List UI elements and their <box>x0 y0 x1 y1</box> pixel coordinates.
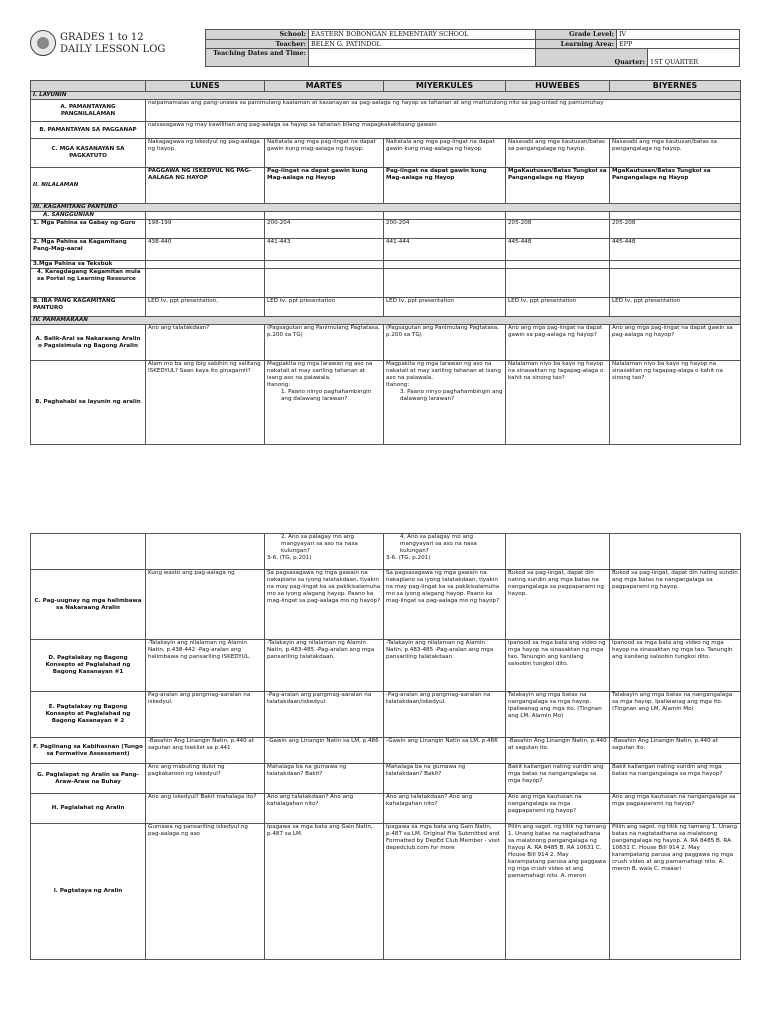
cell: Mahalaga ba na gumawa ng talatakdaan? Bakit? <box>265 764 384 794</box>
cell: 441-443 <box>265 239 384 261</box>
cell: -Basahin Ang Linangin Natin, p.440 at sagutan ito. <box>506 738 610 764</box>
cell: -Talakayin ang nilalaman ng Alamin Natin, p.483-485 -Pag-aralan ang mga pansariling talatakdaan. <box>384 640 506 692</box>
header-info-table <box>205 29 740 67</box>
cell: -Gawin ang Linangin Natin sa LM, p.486 <box>384 738 506 764</box>
cell: Pag-iingat na dapat gawin kung Mag-aalaga ng Hayop <box>265 168 384 204</box>
day-header: HUWEBES <box>506 81 610 92</box>
content-standard-text: naipamamalas ang pang-unawa sa panimulang kaalaman at kasanayan sa pag-aalaga ng hayop sa tahanan at ang maitutulong nito sa pag-unlad ng pamumuhay <box>146 100 741 122</box>
cell: Alam mo ba ang ibig sabihin ng salitang ISKEDYUL? Saan kaya ito ginagamit? <box>146 361 265 445</box>
cell: LED tv, ppt presentation <box>384 298 506 317</box>
day-header: LUNES <box>146 81 265 92</box>
cell: -Pag-aralan ang pangmag-aaralan na talatakdaan/iskedyul. <box>384 692 506 738</box>
cell: Sa pagsasagawa ng mga gawain na nakaplano sa iyong talatakdaan, tiyakin na may pag-iingat ka sa pakikisalamuha mo sa iyong alagang hayop. Paano ka mag-iingat sa pag-aalaga mo ng hayop? <box>384 570 506 640</box>
cell <box>384 361 506 445</box>
cell: LED tv, ppt presentation <box>610 298 741 317</box>
cell: 441-444 <box>384 239 506 261</box>
cell: LED tv, ppt presentation <box>506 298 610 317</box>
corner-cell <box>31 81 146 92</box>
row-label: E. Pagtalakay ng Bagong Konsepto at Paglalahad ng Bagong Kasanayan # 2 <box>31 692 146 738</box>
teacher-value: BELEN G. PATINDOL <box>309 39 536 49</box>
cell: Bukod sa pag-iingat, dapat din nating sundin ang mga batas na nangangalaga sa pagpaparami ng hayop. <box>610 570 741 640</box>
row-label: B. PAMANTAYAN SA PAGGANAP <box>31 122 146 139</box>
row-label: II. NILALAMAN <box>31 168 146 204</box>
cell: LED tv, ppt presentation, <box>146 298 265 317</box>
cell: Piliin ang sagot. ng titik ng tamang 1. Unang batas na nagtatadhana sa malatoong pangangalaga ng hayop. A. RA 8485 B. RA 10631 C. House Bill 914 2. May karampatang parusa ang paggawa ng mga crush video at ang pamamahagi nito. A. meron B. wala C. maaari <box>610 824 741 960</box>
learning-area-label: Learning Area: <box>536 39 617 49</box>
school-label: School: <box>206 30 309 40</box>
day-header-row <box>31 81 741 92</box>
cell: (Pagsagutan ang Panimulang Pagtatasa, p.200 sa TG) <box>384 325 506 361</box>
cell: Pag-iingat na dapat gawin kung Mag-aalaga ng Hayop <box>384 168 506 204</box>
row-label: C. MGA KASANAYAN SA PAGKATUTO <box>31 139 146 168</box>
cell: -Basahin Ang Linangin Natin, p.440 at sagutan ito. <box>610 738 741 764</box>
row-label: A. PAMANTAYANG PANGNILALAMAN <box>31 100 146 122</box>
title-line-1: GRADES 1 to 12 <box>60 32 144 43</box>
cell: Talakayin ang mga batas na nangangalaga sa mga hayop. Ipaliwanag ang mga ito. (Tingnan ang LM, Alamin Mo) <box>506 692 610 738</box>
cell-text: Itanong: <box>267 382 291 388</box>
quarter-label: Quarter: <box>536 49 648 67</box>
cell: Ano ang mga kautusan na nangangalaga sa mga pagpaparami ng hayop? <box>506 794 610 824</box>
row-label: 2. Mga Pahina sa Kagamitang Pang-Mag-aaral <box>31 239 146 261</box>
cell: 200-204 <box>265 220 384 239</box>
learning-area-value: EPP <box>617 39 740 49</box>
row-label: 4. Karagdagang Kagamitan mula sa Portal ng Learning Resource <box>31 269 146 298</box>
cell: Talakayin ang mga batas na nangangalaga sa mga hayop. Ipaliwanag ang mga ito. (Tingnan ang LM, Alamin Mo) <box>610 692 741 738</box>
cell: Nasasabi ang mga kautusan/batas sa pangangalaga ng hayop. <box>506 139 610 168</box>
cell: Ano ang mga pag-iingat na dapat gawin sa pag-aalaga ng hayop? <box>506 325 610 361</box>
cell: 445-448 <box>610 239 741 261</box>
cell: PAGGAWA NG ISKEDYUL NG PAG-AALAGA NG HAYOP <box>146 168 265 204</box>
cell: -Talakayin ang nilalaman ng Alamin Natin, p.438-442 -Pag-aralan ang halimbawa ng pansariling ISKEDYUL. <box>146 640 265 692</box>
section-kagamitan: III. KAGAMITANG PANTURO <box>31 204 741 212</box>
lesson-log-table-page-1 <box>30 80 741 445</box>
row-label: G. Paglalapat ng Aralin sa Pang-Araw-Araw na Buhay <box>31 764 146 794</box>
row-label: C. Pag-uugnay ng mga halimbawa sa Nakaraang Aralin <box>31 570 146 640</box>
cell: MgaKautusan/Batas Tungkol sa Pangangalaga ng Hayop <box>506 168 610 204</box>
day-header: MARTES <box>265 81 384 92</box>
row-label: D. Pagtalakay ng Bagong Konsepto at Paglalahad ng Bagong Kasanayan #1 <box>31 640 146 692</box>
cell-text: Magpakita ng mga larawan ng aso na nakatali at may sariling tahanan at isang aso na palawala. <box>267 361 373 381</box>
performance-standard-text: naisasagawa ng may kawilihan ang pag-aalaga sa hayop sa tahanan bilang mapagkakakitaang gawain <box>146 122 741 139</box>
section-pamamaraan: IV. PAMAMARAAN <box>31 317 741 325</box>
cell: Nalalaman niyo ba kayo ng hayop na sinasaktan ng tagapag-alaga o kahit na sinong tao? <box>610 361 741 445</box>
teaching-dates-value <box>309 49 536 67</box>
lesson-log-table-page-2 <box>30 533 741 960</box>
cell: Bakit kailangan nating sundin ang mga batas na nangangalaga sa mga hayop? <box>506 764 610 794</box>
cell: Gumawa ng pansariling iskedyul ng pag-aalaga ng aso <box>146 824 265 960</box>
day-header: BIYERNES <box>610 81 741 92</box>
cell: -Gawin ang Linangin Natin sa LM, p.486 <box>265 738 384 764</box>
cell: Ano ang mga kautusan na nangangalaga sa mga pagpaparami ng hayop? <box>610 794 741 824</box>
cell: 445-448 <box>506 239 610 261</box>
question-item: 3. Paano ninyo paghahambingin ang dalawang larawan? <box>400 389 503 402</box>
row-label: F. Paglinang sa Kabihasnan (Tungo sa Formative Assessment) <box>31 738 146 764</box>
document-title <box>60 32 165 56</box>
cell: Kung wasto ang pag-aalaga ng <box>146 570 265 640</box>
cell: Ano ang talatakdaan? Ano ang kahalagahan nito? <box>384 794 506 824</box>
day-header: MIYERKULES <box>384 81 506 92</box>
grade-level-value: IV <box>617 30 740 40</box>
cell: Sa pagsasagawa ng mga gawain na nakaplano sa iyong talatakdaan, tiyakin na may pag-iingat ka sa pakikisalamuha mo sa iyong alagang hayop. Paano ka mag-iingat sa pag-aalaga mo ng hayop? <box>265 570 384 640</box>
cell-text: 3-6. (TG, p.201) <box>386 555 431 561</box>
cell: Ipanood sa mga bata ang video ng mga hayop na sinasaktan ng mga tao. Tanungin ang kanilang saloobin tungkol dito. <box>610 640 741 692</box>
cell: Naitatala ang mga pag-iingat na dapat gawin kung mag-aalaga ng hayop. <box>265 139 384 168</box>
cell: 198-199 <box>146 220 265 239</box>
cell: Ano ang mga pag-iingat na dapat gawin sa pag-aalaga ng hayop? <box>610 325 741 361</box>
cell: Nalalaman niyo ba kayo ng hayop na sinasaktan ng tagapag-alaga o kahit na sinong tao? <box>506 361 610 445</box>
cell: 438-440 <box>146 239 265 261</box>
row-label: B. IBA PANG KAGAMITANG PANTURO <box>31 298 146 317</box>
cell <box>384 534 506 570</box>
row-label: H. Paglalahat ng Aralin <box>31 794 146 824</box>
cell-text: 3-6. (TG, p.201) <box>267 555 312 561</box>
cell: Ano ang talatakdaan? <box>146 325 265 361</box>
cell: Ipagawa sa mga bata ang Gain Natin, p.487 sa LM. <box>265 824 384 960</box>
school-value: EASTERN BOBONGAN ELEMENTARY SCHOOL <box>309 30 536 40</box>
deped-seal-logo <box>30 30 56 56</box>
cell: Mahalaga ba na gumawa ng talatakdaan? Bakit? <box>384 764 506 794</box>
section-layunin: I. LAYUNIN <box>31 92 741 100</box>
cell: (Pagsagutan ang Panimulang Pagtatasa, p.200 sa TG) <box>265 325 384 361</box>
cell: Pag-aralan ang pangmag-aaralan na iskedyul. <box>146 692 265 738</box>
grade-level-label: Grade Level: <box>536 30 617 40</box>
cell: -Talakayin ang nilalaman ng Alamin Natin, p.483-485 -Pag-aralan ang mga pansariling talatakdaan. <box>265 640 384 692</box>
cell: Ano ang mabuting dulot ng pagkakaroon ng iskedyul? <box>146 764 265 794</box>
cell: 200-204 <box>384 220 506 239</box>
cell: Piliin ang sagot. ng titik ng tamang 1. Unang batas na nagtatadhana sa malatoong pangangalaga ng hayop A. RA 8485 B. RA 10631 C. House Bill 914 2. May karampatang parusa ang paggawa ng mga crush video at ang pamamahagi nito. A. meron <box>506 824 610 960</box>
question-item: 2. Ano sa palagay mo ang mangyayari sa aso na nasa kulungan? <box>281 534 358 554</box>
cell: LED tv, ppt presentation <box>265 298 384 317</box>
question-item: 1. Paano ninyo paghahambingin ang dalawang larawan? <box>281 389 372 402</box>
cell: Ipanood sa mga bata ang video ng mga hayop na sinasaktan ng mga tao. Tanungin ang kanilang saloobin tungkol dito. <box>506 640 610 692</box>
cell: 205-208 <box>506 220 610 239</box>
cell: MgaKautusan/Batas Tungkol sa Pangangalaga ng Hayop <box>610 168 741 204</box>
cell-text: Magpakita ng mga larawan ng aso na nakatali at may sariling tahanan at isang aso na palawala. <box>386 361 501 381</box>
cell <box>265 534 384 570</box>
quarter-value: 1ST QUARTER <box>648 49 740 67</box>
cell: -Pag-aralan ang pangmag-aaralan na talatakdaan/iskedyul. <box>265 692 384 738</box>
row-label: A. Balik-Aral sa Nakaraang Aralin o Pagsisimula ng Bagong Aralin <box>31 325 146 361</box>
cell: Bukod sa pag-iingat, dapat din nating sundin ang mga batas na nangangalaga sa pagpaparami ng hayop. <box>506 570 610 640</box>
title-line-2: DAILY LESSON LOG <box>60 44 166 55</box>
cell: Ipagawa sa mga bata ang Gain Natin, p.487 sa LM. Original File Submitted and Formatted by DepEd Club Member - visit depedclub.com for more <box>384 824 506 960</box>
cell: 205-208 <box>610 220 741 239</box>
cell: Bakit kailangan nating sundin ang mga batas na nangangalaga sa mga hayop? <box>610 764 741 794</box>
teaching-dates-label: Teaching Dates and Time: <box>206 49 309 67</box>
row-label: 3.Mga Pahina sa Teksbuk <box>31 261 146 269</box>
cell: Nakagagawa ng iskedyul ng pag-aalaga ng hayop. <box>146 139 265 168</box>
row-label: 1. Mga Pahina sa Gabay ng Guro <box>31 220 146 239</box>
cell-text: Itanong: <box>386 382 410 388</box>
cell: Nasasabi ang mga kautusan/batas sa pangangalaga ng hayop. <box>610 139 741 168</box>
question-item: 4. Ano sa palagay mo ang mangyayari sa aso na nasa kulungan? <box>400 534 477 554</box>
section-sanggunian: A. SANGGUNIAN <box>31 212 146 220</box>
cell: Ano ang iskedyul? Bakit mahalaga ito? <box>146 794 265 824</box>
row-label: I. Pagtataya ng Aralin <box>31 824 146 960</box>
teacher-label: Teacher: <box>206 39 309 49</box>
cell: Ano ang talatakdaan? Ano ang kahalagahan nito? <box>265 794 384 824</box>
cell: Naitatala ang mga pag-iingat na dapat gawin kung mag-aalaga ng hayop. <box>384 139 506 168</box>
cell <box>265 361 384 445</box>
cell: -Basahin Ang Linangin Natin, p.440 at sagutan ang tseklist sa p.441 <box>146 738 265 764</box>
row-label: B. Paghahabi sa layunin ng aralin <box>31 361 146 445</box>
